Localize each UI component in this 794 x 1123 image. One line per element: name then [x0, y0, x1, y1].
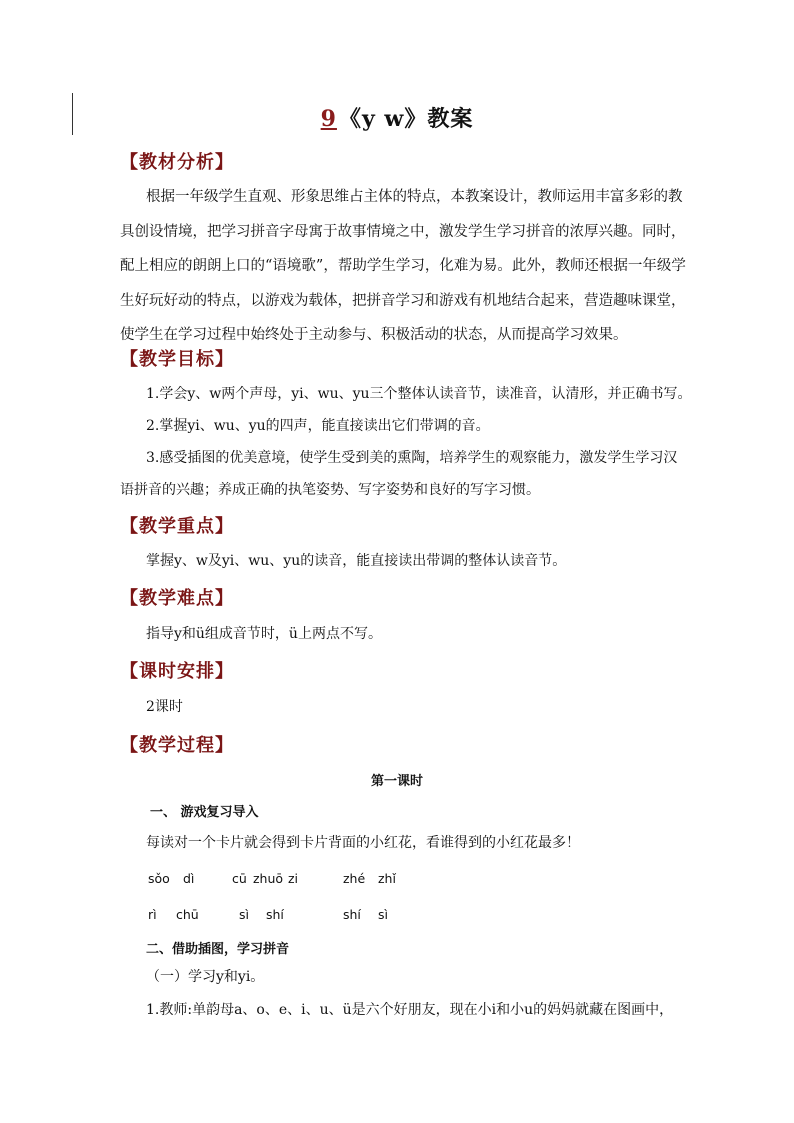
- step-1-text: 每读对一个卡片就会得到卡片背面的小红花，看谁得到的小红花最多！: [146, 835, 580, 851]
- pinyin-card: shí: [343, 907, 361, 922]
- lesson-number: 9: [320, 106, 337, 132]
- substep-1-item-1: 1.教师:单韵母a、o、e、i、u、ü是六个好朋友，现在小i和小u的妈妈就藏在图画中，: [146, 1002, 674, 1018]
- goal-item-2: 2.掌握yi、wu、yu的四声，能直接读出它们带调的音。: [146, 418, 490, 434]
- pinyin-card: zhǐ: [378, 871, 396, 886]
- pinyin-card: cū: [232, 871, 247, 886]
- pinyin-card: dì: [183, 871, 195, 886]
- pinyin-card: rì: [148, 907, 157, 922]
- material-analysis-text: 根据一年级学生直观、形象思维占主体的特点，本教案设计，教师运用丰富多彩的教具创设情境，把学习拼音字母寓于故事情境之中，激发学生学习拼音的浓厚兴趣。同时，配上相应的朗朗上口的“语境歌”，帮助学生学习，化难为易。此外，教师还根据一年级学生好玩好动的特点，以游戏为载体，把拼音学习和游戏有机地结合起来，营造趣味课堂，使学生在学习过程中始终处于主动参与、积极活动的状态，从而提高学习效果。: [120, 189, 686, 343]
- heading-difficulties: 【教学难点】: [120, 588, 234, 609]
- heading-key-points: 【教学重点】: [120, 516, 234, 537]
- goal-item-1: 1.学会y、w两个声母，yi、wu、yu三个整体认读音节，读准音，认清形，并正确书写。: [146, 386, 692, 402]
- pinyin-card: zhé: [343, 871, 366, 886]
- schedule-text: 2课时: [146, 699, 183, 715]
- heading-teaching-process: 【教学过程】: [120, 735, 234, 756]
- pinyin-card: sì: [239, 907, 249, 922]
- step-1-heading: 一、 游戏复习导入: [150, 805, 259, 820]
- pinyin-card: shí: [266, 907, 284, 922]
- step-2-heading: 二、借助插图，学习拼音: [146, 942, 290, 957]
- lesson-title: 第一课时: [370, 774, 423, 789]
- pinyin-card: sǒo: [148, 871, 170, 886]
- difficulties-text: 指导y和ü组成音节时，ü上两点不写。: [146, 626, 382, 642]
- pinyin-card: sì: [378, 907, 388, 922]
- key-points-text: 掌握y、w及yi、wu、yu的读音，能直接读出带调的整体认读音节。: [146, 553, 567, 569]
- pinyin-card: zi: [288, 871, 299, 886]
- goal-item-3: 3.感受插图的优美意境，使学生受到美的熏陶，培养学生的观察能力，激发学生学习汉: [146, 450, 678, 466]
- heading-schedule: 【课时安排】: [120, 661, 234, 682]
- heading-teaching-goals: 【教学目标】: [120, 349, 234, 370]
- substep-1: （一）学习y和yi。: [146, 969, 265, 985]
- title-text: 《y w》教案: [338, 106, 474, 132]
- goal-item-3-cont: 语拼音的兴趣；养成正确的执笔姿势、写字姿势和良好的写字习惯。: [120, 482, 540, 498]
- heading-material-analysis: 【教材分析】: [120, 152, 234, 173]
- pinyin-card: zhuō: [253, 871, 284, 886]
- page-title: [0, 102, 794, 133]
- pinyin-card: chū: [176, 907, 199, 922]
